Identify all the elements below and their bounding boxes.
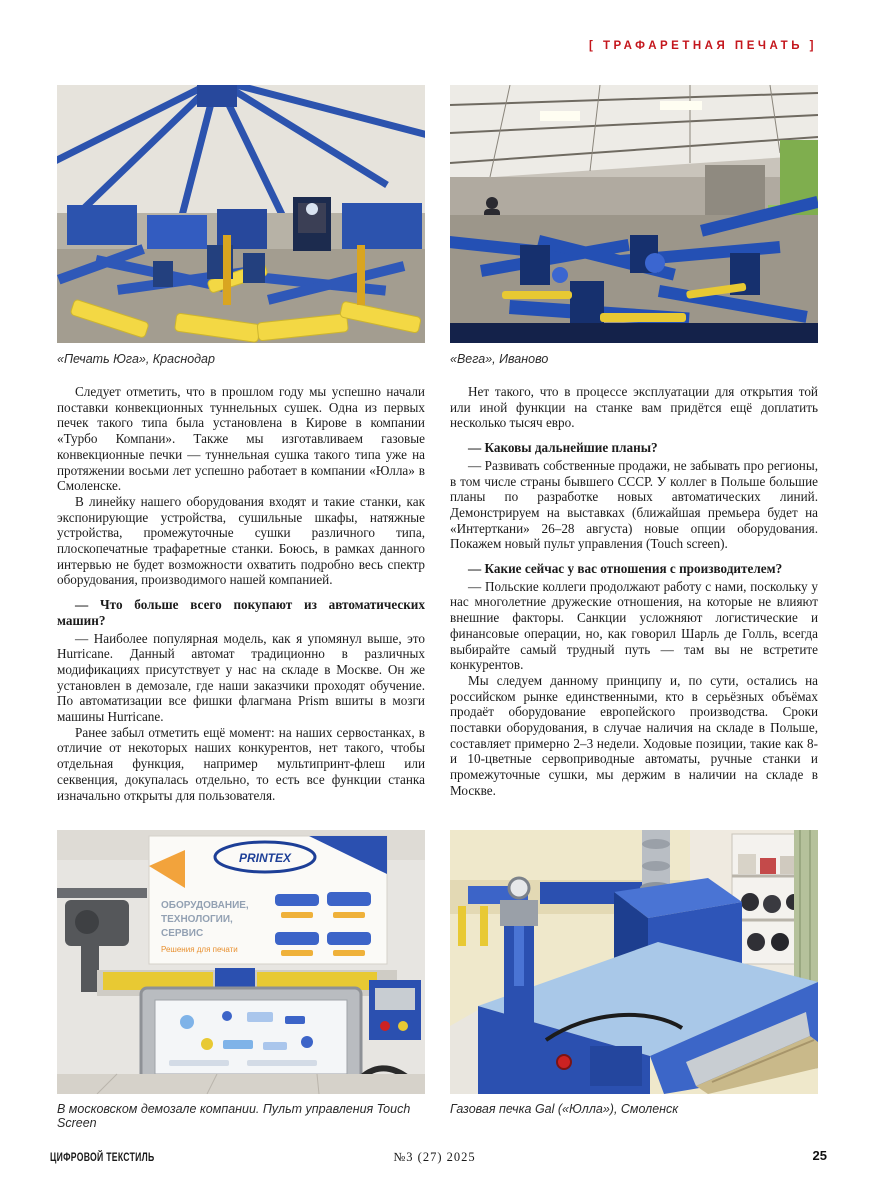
printex-logo-text: PRINTEX [238, 851, 292, 865]
photo-top-right [450, 85, 818, 343]
photo-bottom-right [450, 830, 818, 1094]
control-box [369, 980, 421, 1040]
banner-line1: ОБОРУДОВАНИЕ, [161, 900, 249, 911]
banner-subline: Решения для печати [161, 945, 238, 954]
touch-screen-console [141, 988, 361, 1086]
photo-bottom-left [57, 830, 425, 1094]
factory-krasnodar-illustration [57, 85, 425, 343]
caption-bottom-right: Газовая печка Gal («Юлла»), Смоленск [450, 1102, 679, 1116]
paragraph: В линейку нашего оборудования входят и такие станки, как экспонирующие устройства, сушильные шкафы, натяжные устройства, промежуточные сушки различного типа, плоскопечатные трафаретные станки. Боюсь, в рамках данного интервью не будет возможности охватить подробно весь спектр оборудования, производимого нашей компанией. [57, 493, 425, 588]
press-floor [450, 196, 818, 343]
paragraph: Следует отметить, что в прошлом году мы успешно начали поставки конвекционных туннельных сушек. Одна из первых печек такого типа была установлена в Кирове в компании «Турбо Компани». Также мы изготавливаем газовые конвекционные печки — туннельная сушка такого типа уже на протяжении восьми лет успешно работает в компании «Юлла» в Смоленске. [57, 384, 425, 494]
paragraph: Ранее забыл отметить ещё момент: на наших сервостанках, в отличие от некоторых наших конкурентов, нет такого, чтобы отдельная функция, например мультипринт-флеш или секвенция, докупалась отдельно, то есть все функции станка изначально открыты для пользователя. [57, 724, 425, 803]
article-column-left [57, 384, 425, 803]
caption-bottom-left: В московском демозале компании. Пульт управления Touch Screen [57, 1102, 411, 1130]
banner-line2: ТЕХНОЛОГИИ, [161, 914, 233, 925]
magazine-title: ЦИФРОВОЙ ТЕКСТИЛЬ [50, 1150, 155, 1164]
interview-question: — Каковы дальнейшие планы? [468, 440, 658, 456]
page-number: 25 [812, 1148, 827, 1163]
paragraph: Нет такого, что в процессе эксплуатации для открытия той или иной функции на станке вам придётся ещё доплатить несколько тысяч евро. [450, 384, 818, 431]
floor-tiles [57, 1074, 425, 1094]
caption-top-right: «Вега», Иваново [450, 352, 549, 366]
paragraph: — Развивать собственные продажи, не забывать про регионы, в том числе страны бывшего СССР. У коллег в Польше большие планы по разработке новых автоматических линий. Демонстрируем на выставках (ближайшая премьера будет на «Интерткани» 26–28 августа) новые опции оборудования. Покажем новый пульт управления (Touch screen). [450, 457, 818, 552]
demo-hall-illustration [57, 830, 425, 1094]
photo-top-left [57, 85, 425, 343]
section-header: [ ТРАФАРЕТНАЯ ПЕЧАТЬ ] [588, 40, 817, 52]
paragraph: Мы следуем данному принципу и, по сути, остались на российском рынке единственными, кто в серьёзных объёмах продаёт оборудование европейского производства. Сроки поставки оборудования, в случае наличия на складе в Польше, составляет примерно 2–3 недели. Ходовые позиции, такие как 8- и 10-цветные сервоприводные автоматы, ручные станки и промежуточные сушки, мы держим в наличии на складе в Москве. [450, 672, 818, 798]
paragraph: — Польские коллеги продолжают работу с нами, поскольку у нас многолетние дружеские отношения, на которые не влияют внешние факторы. Санкции усложняют логистические и финансовые операции, но, как говорил Шарль де Голль, всегда выбирайте самый трудный путь — там вы не встретите конкурентов. [450, 578, 818, 673]
gas-dryer-illustration [450, 830, 818, 1094]
printex-banner [149, 836, 387, 964]
factory-ivanovo-illustration [450, 85, 818, 343]
issue-number: №3 (27) 2025 [393, 1150, 476, 1164]
emergency-stop-button [557, 1055, 571, 1069]
interview-question: — Что больше всего покупают из автоматических машин? [57, 597, 425, 628]
gauge-column [500, 878, 538, 1094]
caption-top-left: «Печать Юга», Краснодар [57, 352, 215, 366]
article-column-right [450, 384, 818, 799]
banner-line3: СЕРВИС [161, 928, 204, 939]
paragraph: — Наиболее популярная модель, как я упомянул выше, это Hurricane. Данный автомат традиционно в различных модификациях присутствует у нас на складе в Москве. Он же установлен в демозале, где наши заказчики проходят обучение. По автоматизации все фишки флагмана Prism вшиты в мозги машины Hurricane. [57, 630, 425, 725]
interview-question: — Какие сейчас у вас отношения с производителем? [468, 561, 783, 577]
